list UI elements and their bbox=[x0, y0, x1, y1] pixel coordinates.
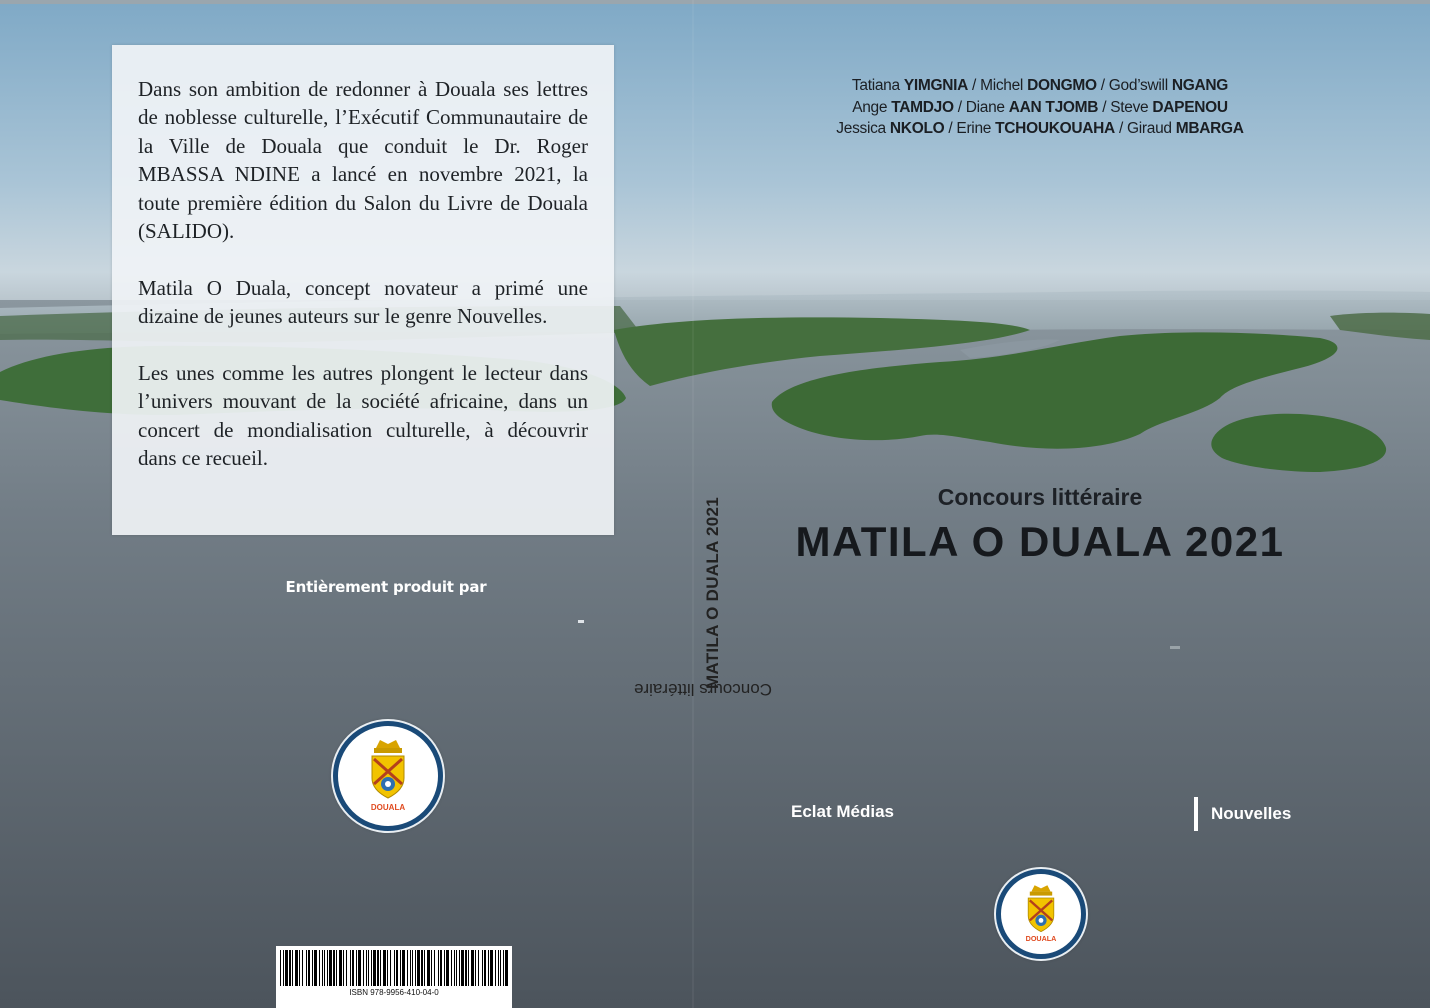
authors-list bbox=[830, 75, 1250, 140]
genre-divider bbox=[1194, 797, 1198, 831]
seal-text: DOUALA bbox=[370, 803, 406, 812]
barcode-bar bbox=[324, 950, 325, 986]
seal-text: DOUALA bbox=[1025, 934, 1057, 944]
barcode-bar bbox=[402, 950, 405, 986]
barcode-bar bbox=[280, 950, 281, 986]
author-separator: / bbox=[1098, 98, 1111, 116]
author-last-name: DAPENOU bbox=[1152, 98, 1228, 116]
barcode-bar bbox=[500, 950, 501, 986]
author-separator: / bbox=[944, 120, 957, 137]
back-cover-paragraph: Les unes comme les autres plongent le lecteur dans l’univers mouvant de la société africaine, dans un concert de mondialisation culturelle, à découvrir dans ce recueil. bbox=[138, 361, 588, 471]
barcode-bar bbox=[295, 950, 298, 986]
barcode-bar bbox=[434, 950, 435, 986]
barcode-bar bbox=[371, 950, 372, 986]
barcode-bar bbox=[373, 950, 376, 986]
author-line bbox=[830, 75, 1250, 97]
spine-fold bbox=[692, 0, 694, 1008]
barcode-bar bbox=[424, 950, 425, 986]
barcode-bar bbox=[327, 950, 328, 986]
barcode-bar bbox=[495, 950, 496, 986]
author-separator: / bbox=[968, 77, 981, 94]
barcode-bar bbox=[346, 950, 347, 986]
author-last-name: NKOLO bbox=[889, 120, 945, 137]
barcode-bar bbox=[396, 950, 398, 986]
barcode-bar bbox=[358, 950, 361, 986]
barcode-bar bbox=[333, 950, 335, 986]
barcode-bar bbox=[410, 950, 411, 986]
barcode-bar bbox=[289, 950, 291, 986]
barcode-bar bbox=[322, 950, 323, 986]
barcode-bar bbox=[356, 950, 357, 986]
barcode-bar bbox=[306, 950, 307, 986]
barcode-bar bbox=[465, 950, 467, 986]
contest-label: Concours littéraire bbox=[937, 484, 1143, 510]
barcode-bar bbox=[431, 950, 432, 986]
barcode-bar bbox=[387, 950, 388, 986]
back-cover-paragraph: Matila O Duala, concept novateur a primé une dizaine de jeunes auteurs sur le genre Nouvelles. bbox=[138, 276, 588, 329]
author-last-name: TCHOUKOUAHA bbox=[995, 120, 1115, 137]
barcode-bar bbox=[446, 950, 449, 986]
barcode-bar bbox=[451, 950, 452, 986]
author-first-name: Erine bbox=[956, 120, 992, 137]
barcode-bar bbox=[368, 950, 369, 986]
author-separator: / bbox=[953, 98, 966, 116]
author-first-name: God’swill bbox=[1108, 77, 1168, 94]
barcode-bar bbox=[490, 950, 493, 986]
author-first-name: Jessica bbox=[836, 120, 886, 137]
barcode-bar bbox=[394, 950, 395, 986]
barcode-bar bbox=[505, 950, 508, 986]
author-separator: / bbox=[1114, 120, 1127, 137]
barcode-bar bbox=[417, 950, 420, 986]
author-first-name: Diane bbox=[965, 98, 1005, 116]
barcode-bar bbox=[459, 950, 460, 986]
barcode-bar bbox=[482, 950, 483, 986]
barcode-bar bbox=[478, 950, 479, 986]
author-last-name: TAMDJO bbox=[891, 98, 954, 116]
barcode-bar bbox=[444, 950, 445, 986]
barcode-bar bbox=[350, 950, 351, 986]
barcode-bar bbox=[440, 950, 442, 986]
author-separator: / bbox=[1096, 77, 1109, 94]
author-first-name: Giraud bbox=[1126, 120, 1172, 137]
barcode-bar bbox=[377, 950, 379, 986]
barcode-bar bbox=[312, 950, 313, 986]
barcode-bar bbox=[339, 950, 342, 986]
barcode-bar bbox=[383, 950, 386, 986]
produced-by-label: Entièrement produit par bbox=[285, 578, 487, 596]
barcode-bar bbox=[400, 950, 401, 986]
genre-label: Nouvelles bbox=[1211, 804, 1292, 823]
author-last-name: MBARGA bbox=[1175, 120, 1244, 137]
spine-book-title: MATILA O DUALA 2021 bbox=[703, 496, 722, 690]
author-line bbox=[830, 118, 1250, 140]
barcode-bar bbox=[456, 950, 457, 986]
barcode-bar bbox=[484, 950, 486, 986]
barcode-bar bbox=[343, 950, 344, 986]
barcode-bar bbox=[498, 950, 499, 986]
barcode-bar bbox=[390, 950, 391, 986]
barcode-bar bbox=[314, 950, 317, 986]
barcode-bars bbox=[280, 950, 508, 986]
author-last-name: NGANG bbox=[1171, 77, 1229, 94]
isbn-number: ISBN 978-9956-410-04-0 bbox=[349, 988, 439, 997]
author-last-name: DONGMO bbox=[1027, 77, 1097, 94]
barcode-bar bbox=[352, 950, 354, 986]
barcode-bar bbox=[292, 950, 293, 986]
author-first-name: Ange bbox=[852, 98, 888, 116]
publisher-name: Eclat Médias bbox=[791, 802, 894, 821]
back-cover-paragraph: Dans son ambition de redonner à Douala ses lettres de noblesse culturelle, l’Exécutif Communautaire de la Ville de Douala que conduit le Dr. Roger MBASSA NDINE a lancé en novembre 2021, la toute première édition du Salon du Livre de Douala (SALIDO). bbox=[138, 77, 588, 244]
book-title: MATILA O DUALA 2021 bbox=[795, 518, 1285, 565]
douala-city-seal-logo bbox=[996, 869, 1086, 959]
author-first-name: Steve bbox=[1110, 98, 1149, 116]
barcode-bar bbox=[488, 950, 489, 986]
barcode-bar bbox=[454, 950, 455, 986]
back-cover-text-panel bbox=[112, 45, 614, 535]
barcode-bar bbox=[475, 950, 476, 986]
barcode-bar bbox=[329, 950, 332, 986]
barcode-bar bbox=[336, 950, 337, 986]
barcode-bar bbox=[427, 950, 430, 986]
spine-label: Concours littéraire bbox=[634, 680, 772, 700]
barcode-bar bbox=[283, 950, 284, 986]
barcode-bar bbox=[438, 950, 439, 986]
author-first-name: Tatiana bbox=[851, 77, 900, 94]
author-last-name: YIMGNIA bbox=[903, 77, 969, 94]
author-last-name: AAN TJOMB bbox=[1008, 98, 1099, 116]
barcode-bar bbox=[461, 950, 464, 986]
barcode-bar bbox=[468, 950, 469, 986]
author-first-name: Michel bbox=[980, 77, 1024, 94]
barcode-bar bbox=[412, 950, 413, 986]
barcode-bar bbox=[366, 950, 367, 986]
barcode-bar bbox=[308, 950, 310, 986]
barcode-bar bbox=[319, 950, 320, 986]
barcode-bar bbox=[285, 950, 288, 986]
author-line bbox=[830, 97, 1250, 119]
barcode-bar bbox=[299, 950, 300, 986]
barcode-bar bbox=[503, 950, 504, 986]
barcode-bar bbox=[471, 950, 474, 986]
barcode-bar bbox=[380, 950, 381, 986]
douala-city-seal-logo bbox=[333, 721, 443, 831]
barcode-bar bbox=[421, 950, 423, 986]
barcode bbox=[276, 946, 512, 1008]
barcode-bar bbox=[363, 950, 364, 986]
barcode-bar bbox=[302, 950, 303, 986]
barcode-bar bbox=[415, 950, 416, 986]
barcode-bar bbox=[407, 950, 408, 986]
